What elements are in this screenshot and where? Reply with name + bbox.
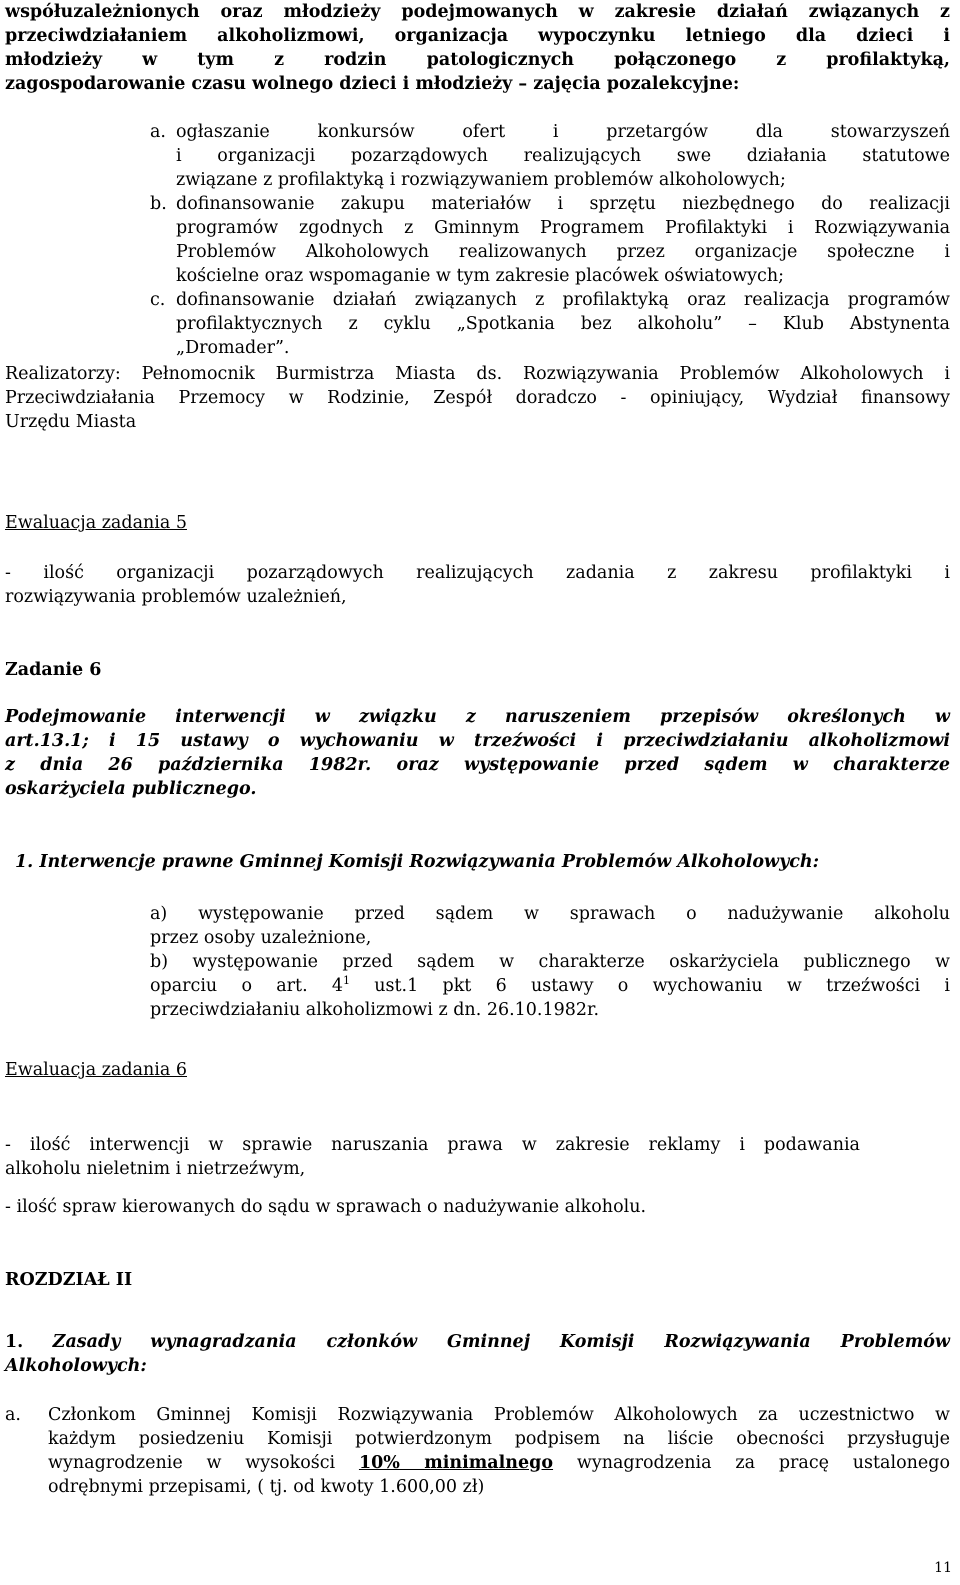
text-line: Realizatorzy: Pełnomocnik Burmistrza Miasta ds. Rozwiązywania Problemów Alkoholowych i xyxy=(5,364,950,384)
list-item xyxy=(150,192,950,288)
evaluation5-text xyxy=(5,561,950,609)
text-line: młodzieży w tym z rodzin patologicznych połączonego z profilaktyką, xyxy=(5,50,950,70)
text-line: Urzędu Miasta xyxy=(5,412,137,432)
text-line: oskarżyciela publicznego. xyxy=(5,779,257,799)
text-fragment: ust.1 pkt 6 ustawy o wychowaniu w trzeźwości i xyxy=(350,976,950,996)
text-fragment: wynagrodzenie w wysokości xyxy=(48,1453,359,1473)
text-line: a) występowanie przed sądem w sprawach o nadużywanie alkoholu xyxy=(150,904,950,924)
text-line: Alkoholowych: xyxy=(5,1356,147,1376)
text-line: art.13.1; i 15 ustawy o wychowaniu w trzeźwości i przeciwdziałaniu alkoholizmowi xyxy=(5,731,950,751)
task5-list xyxy=(150,120,950,360)
text-line: dofinansowanie działań związanych z profilaktyką oraz realizacja programów xyxy=(176,290,950,310)
page-number: 11 xyxy=(934,1560,952,1576)
text-line: Podejmowanie interwencji w związku z naruszeniem przepisów określonych w xyxy=(5,707,950,727)
text-line: programów zgodnych z Gminnym Programem Profilaktyki i Rozwiązywania xyxy=(176,218,950,238)
list-item xyxy=(150,288,950,360)
chapter2-item-a xyxy=(5,1403,950,1499)
evaluation5-heading: Ewaluacja zadania 5 xyxy=(5,513,187,533)
task6-heading: Zadanie 6 xyxy=(5,660,102,680)
emphasis: 10% minimalnego xyxy=(358,1453,554,1473)
text-line: Problemów Alkoholowych realizowanych przez organizacje społeczne i xyxy=(176,242,950,262)
superscript: 1 xyxy=(343,974,351,988)
list-marker: a. xyxy=(150,122,166,142)
task6-point1: 1. Interwencje prawne Gminnej Komisji Rozwiązywania Problemów Alkoholowych: xyxy=(15,852,820,872)
text-line xyxy=(150,974,950,998)
chapter2-point1 xyxy=(5,1330,950,1378)
text-line xyxy=(48,1451,950,1475)
text-line: kościelne oraz wspomaganie w tym zakresie placówek oświatowych; xyxy=(176,266,785,286)
text-line: ogłaszanie konkursów ofert i przetargów dla stowarzyszeń xyxy=(176,122,950,142)
list-marker: c. xyxy=(150,290,166,310)
text-line: i organizacji pozarządowych realizujących swe działania statutowe xyxy=(176,146,950,166)
realizatorzy-paragraph xyxy=(5,362,950,434)
point-number: 1. xyxy=(5,1332,24,1352)
text-line: współuzależnionych oraz młodzieży podejmowanych w zakresie działań związanych z xyxy=(5,2,950,22)
text-line: z dnia 26 października 1982r. oraz występowanie przed sądem w charakterze xyxy=(5,755,950,775)
text-line: - ilość interwencji w sprawie naruszania prawa w zakresie reklamy i podawania xyxy=(5,1135,860,1155)
text-fragment: oparciu o art. 4 xyxy=(150,976,344,996)
text-line: b) występowanie przed sądem w charakterze oskarżyciela publicznego w xyxy=(150,952,950,972)
text-line: - ilość organizacji pozarządowych realizujących zadania z zakresu profilaktyki i xyxy=(5,563,950,583)
intro-paragraph xyxy=(5,0,950,96)
text-fragment: wynagrodzenia za pracę ustalonego xyxy=(553,1453,950,1473)
task6-subtitle xyxy=(5,705,950,801)
text-fragment: Zasady wynagradzania członków Gminnej Komisji Rozwiązywania Problemów xyxy=(52,1332,950,1352)
text-line: „Dromader”. xyxy=(176,338,290,358)
evaluation6-heading: Ewaluacja zadania 6 xyxy=(5,1060,187,1080)
chapter2-heading: ROZDZIAŁ II xyxy=(5,1270,133,1290)
text-line: związane z profilaktyką i rozwiązywaniem problemów alkoholowych; xyxy=(176,170,786,190)
text-line: odrębnymi przepisami, ( tj. od kwoty 1.600,00 zł) xyxy=(48,1477,485,1497)
text-line: rozwiązywania problemów uzależnień, xyxy=(5,587,347,607)
text-line: Przeciwdziałania Przemocy w Rodzinie, Zespół doradczo - opiniujący, Wydział finansowy xyxy=(5,388,950,408)
text-line: profilaktycznych z cyklu „Spotkania bez alkoholu” – Klub Abstynenta xyxy=(176,314,950,334)
text-line: Członkom Gminnej Komisji Rozwiązywania Problemów Alkoholowych za uczestnictwo w xyxy=(48,1405,950,1425)
text-line xyxy=(5,1330,950,1354)
text-line: każdym posiedzeniu Komisji potwierdzonym podpisem na liście obecności przysługuje xyxy=(48,1429,950,1449)
evaluation6-item1 xyxy=(5,1133,860,1181)
text-line: przeciwdziałaniu alkoholizmowi z dn. 26.10.1982r. xyxy=(150,1000,600,1020)
text-line: przez osoby uzależnione, xyxy=(150,928,372,948)
text-line: przeciwdziałaniem alkoholizmowi, organizacja wypoczynku letniego dla dzieci i xyxy=(5,26,950,46)
text-line: dofinansowanie zakupu materiałów i sprzętu niezbędnego do realizacji xyxy=(176,194,950,214)
text-line: alkoholu nieletnim i nietrzeźwym, xyxy=(5,1159,306,1179)
task6-items xyxy=(150,902,950,1022)
list-item xyxy=(150,120,950,192)
text-line: zagospodarowanie czasu wolnego dzieci i młodzieży – zajęcia pozalekcyjne: xyxy=(5,74,740,94)
list-marker: a. xyxy=(5,1405,21,1425)
list-marker: b. xyxy=(150,194,167,214)
evaluation6-item2: - ilość spraw kierowanych do sądu w sprawach o nadużywanie alkoholu. xyxy=(5,1197,647,1217)
